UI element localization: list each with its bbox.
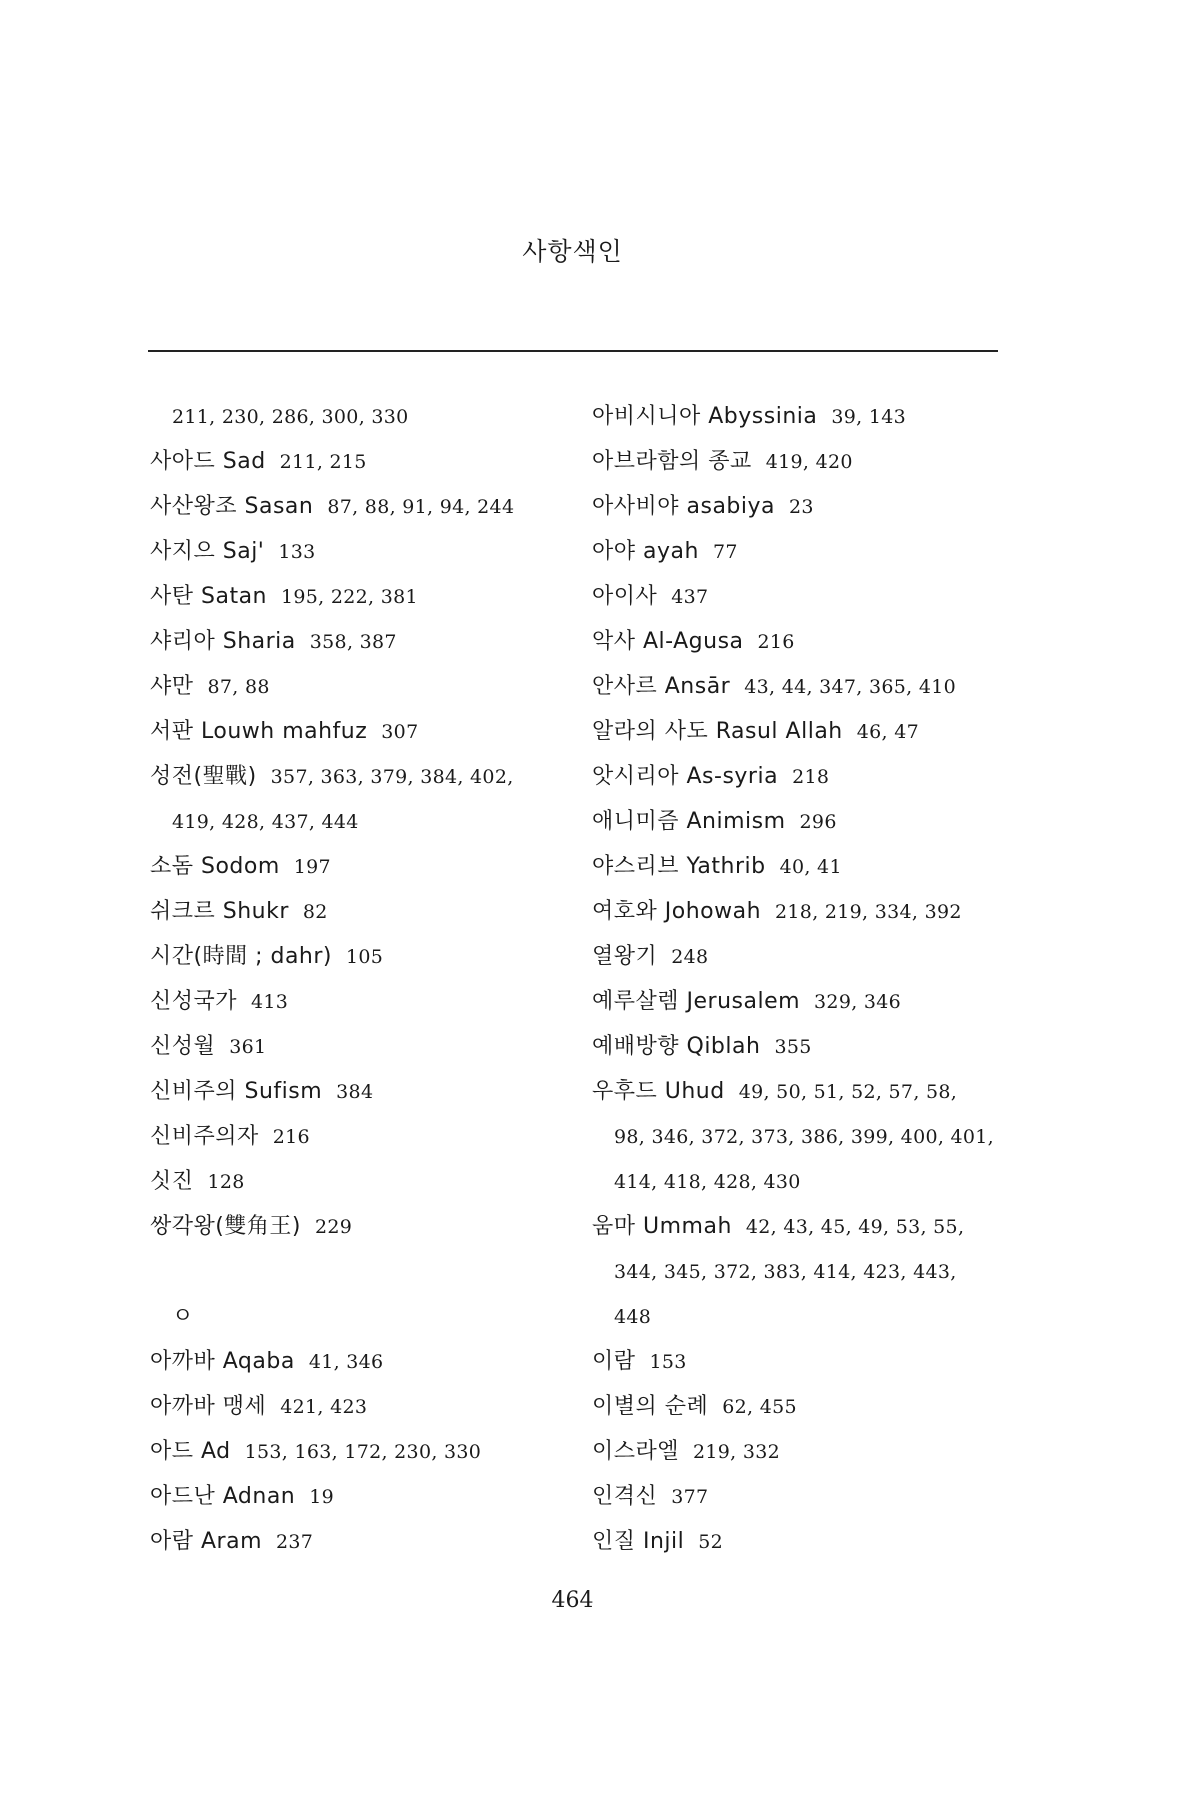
- index-term: 아까바 맹세: [150, 1394, 267, 1419]
- index-entry: [150, 1429, 570, 1474]
- index-entry: [150, 1159, 570, 1204]
- index-term: 이람: [592, 1349, 636, 1374]
- index-entry: [150, 1114, 570, 1159]
- index-term: 아드 Ad: [150, 1439, 231, 1464]
- index-entry: [592, 889, 1012, 934]
- index-pages: 39, 143: [831, 406, 906, 428]
- index-entry: [592, 1294, 1012, 1339]
- index-entry: [592, 1069, 1012, 1114]
- index-term: 여호와 Johowah: [592, 899, 762, 924]
- index-term: 샤만: [150, 674, 194, 699]
- index-entry: [592, 1204, 1012, 1249]
- index-entry: [592, 1114, 1012, 1159]
- index-entry: [592, 394, 1012, 439]
- index-entry: [592, 1159, 1012, 1204]
- index-pages: 42, 43, 45, 49, 53, 55,: [745, 1216, 965, 1238]
- index-entry: [150, 844, 570, 889]
- index-pages: 361: [229, 1036, 267, 1058]
- index-entry: [592, 844, 1012, 889]
- index-entry: [150, 754, 570, 799]
- index-term: 사지으 Saj': [150, 539, 265, 564]
- index-entry: [592, 1429, 1012, 1474]
- index-pages: 216: [757, 631, 795, 653]
- index-entry: [150, 1519, 570, 1564]
- index-entry: [592, 799, 1012, 844]
- index-term: 예루살렘 Jerusalem: [592, 989, 801, 1014]
- index-pages: 218, 219, 334, 392: [775, 901, 962, 923]
- index-term: 움마 Ummah: [592, 1214, 732, 1239]
- index-pages: 49, 50, 51, 52, 57, 58,: [738, 1081, 958, 1103]
- index-pages: 413: [251, 991, 289, 1013]
- index-term: 신성월: [150, 1034, 216, 1059]
- index-entry: [592, 1339, 1012, 1384]
- index-pages: 105: [346, 946, 384, 968]
- index-pages: 77: [712, 541, 738, 563]
- index-pages: 43, 44, 347, 365, 410: [744, 676, 956, 698]
- index-entry: [592, 1249, 1012, 1294]
- blank-line: [150, 1249, 570, 1294]
- index-pages: 344, 345, 372, 383, 414, 423, 443,: [614, 1261, 957, 1283]
- index-pages: 211, 215: [279, 451, 367, 473]
- index-term: 악사 Al-Agusa: [592, 629, 744, 654]
- index-term: 성전(聖戰): [150, 764, 257, 789]
- index-entry: [592, 1474, 1012, 1519]
- index-term: 싯진: [150, 1169, 194, 1194]
- index-pages: 355: [774, 1036, 812, 1058]
- index-entry: [150, 1024, 570, 1069]
- index-pages: 41, 346: [308, 1351, 384, 1373]
- index-pages: 87, 88: [207, 676, 270, 698]
- index-entry: [150, 394, 570, 439]
- index-pages: 52: [698, 1531, 724, 1553]
- index-term: 샤리아 Sharia: [150, 629, 296, 654]
- index-pages: 19: [309, 1486, 335, 1508]
- index-term: 아람 Aram: [150, 1529, 263, 1554]
- index-term: 열왕기: [592, 944, 658, 969]
- index-term: 안사르 Ansār: [592, 674, 731, 699]
- index-term: 아비시니아 Abyssinia: [592, 404, 818, 429]
- index-pages: 377: [671, 1486, 709, 1508]
- index-term: 소돔 Sodom: [150, 854, 280, 879]
- index-pages: 23: [789, 496, 814, 518]
- index-entry: [150, 799, 570, 844]
- index-entry: [592, 574, 1012, 619]
- index-pages: 421, 423: [280, 1396, 368, 1418]
- index-entry: [150, 664, 570, 709]
- index-term: 인질 Injil: [592, 1529, 685, 1554]
- index-entry: [150, 1069, 570, 1114]
- index-term: 신비주의자: [150, 1124, 259, 1149]
- index-pages: 87, 88, 91, 94, 244: [327, 496, 515, 518]
- index-pages: 419, 420: [765, 451, 853, 473]
- index-term: 이스라엘: [592, 1439, 680, 1464]
- index-entry: [592, 709, 1012, 754]
- index-entry: [592, 619, 1012, 664]
- index-term: 신비주의 Sufism: [150, 1079, 323, 1104]
- index-term: 아드난 Adnan: [150, 1484, 296, 1509]
- index-entry: [150, 484, 570, 529]
- index-pages: 296: [799, 811, 837, 833]
- index-entry: [592, 1384, 1012, 1429]
- index-pages: 384: [336, 1081, 374, 1103]
- index-term: 아이사: [592, 584, 658, 609]
- index-term: 앗시리아 As-syria: [592, 764, 779, 789]
- index-pages: 307: [381, 721, 419, 743]
- index-entry: [592, 754, 1012, 799]
- index-pages: 128: [207, 1171, 245, 1193]
- index-entry: [150, 619, 570, 664]
- index-entry: [150, 1384, 570, 1429]
- index-term: 시간(時間 ; dahr): [150, 944, 333, 969]
- index-pages: 211, 230, 286, 300, 330: [172, 406, 409, 428]
- index-pages: 229: [314, 1216, 353, 1238]
- index-term: 신성국가: [150, 989, 238, 1014]
- index-term: 아브라함의 종교: [592, 449, 752, 474]
- index-pages: 219, 332: [693, 1441, 781, 1463]
- index-pages: 197: [293, 856, 331, 878]
- index-entry: [150, 934, 570, 979]
- index-term: 아까바 Aqaba: [150, 1349, 295, 1374]
- index-column-right: [592, 394, 1012, 1564]
- index-pages: 195, 222, 381: [281, 586, 418, 608]
- index-entry: [150, 529, 570, 574]
- index-term: 사아드 Sad: [150, 449, 266, 474]
- index-pages: 62, 455: [722, 1396, 797, 1418]
- index-column-left: [150, 394, 570, 1564]
- index-pages: 248: [671, 946, 709, 968]
- page-number: 464: [551, 1588, 594, 1613]
- index-term: 서판 Louwh mahfuz: [150, 719, 368, 744]
- index-entry: [150, 979, 570, 1024]
- index-term: 애니미즘 Animism: [592, 809, 786, 834]
- index-term: 예배방향 Qiblah: [592, 1034, 761, 1059]
- index-entry: [150, 439, 570, 484]
- index-pages: 40, 41: [779, 856, 842, 878]
- index-pages: 357, 363, 379, 384, 402,: [270, 766, 514, 788]
- index-pages: 216: [272, 1126, 310, 1148]
- index-term: 아사비야 asabiya: [592, 494, 776, 519]
- index-entry: [150, 709, 570, 754]
- index-term: 쉬크르 Shukr: [150, 899, 289, 924]
- index-entry: [150, 574, 570, 619]
- index-term: 아야 ayah: [592, 539, 699, 564]
- index-pages: 218: [792, 766, 830, 788]
- index-entry: [592, 1024, 1012, 1069]
- index-pages: 358, 387: [309, 631, 397, 653]
- index-term: 알라의 사도 Rasul Allah: [592, 719, 843, 744]
- index-pages: 237: [276, 1531, 314, 1553]
- index-term: 야스리브 Yathrib: [592, 854, 766, 879]
- index-pages: 98, 346, 372, 373, 386, 399, 400, 401,: [614, 1126, 995, 1148]
- index-pages: 437: [671, 586, 709, 608]
- index-entry: [592, 439, 1012, 484]
- index-pages: 46, 47: [856, 721, 919, 743]
- section-heading: ㅇ: [172, 1304, 194, 1329]
- index-pages: 153: [649, 1351, 687, 1373]
- index-term: 사탄 Satan: [150, 584, 267, 609]
- index-entry: [592, 979, 1012, 1024]
- index-entry: [150, 889, 570, 934]
- index-term: 우후드 Uhud: [592, 1079, 725, 1104]
- index-pages: 448: [614, 1306, 652, 1328]
- index-entry: [592, 664, 1012, 709]
- index-term: 인격신: [592, 1484, 658, 1509]
- index-entry: [592, 1519, 1012, 1564]
- index-entry: [150, 1474, 570, 1519]
- index-pages: 329, 346: [814, 991, 902, 1013]
- index-term: 이별의 순례: [592, 1394, 709, 1419]
- index-entry: [592, 934, 1012, 979]
- index-entry: [592, 484, 1012, 529]
- index-pages: 82: [302, 901, 328, 923]
- index-entry: [592, 529, 1012, 574]
- index-pages: 153, 163, 172, 230, 330: [244, 1441, 482, 1463]
- index-term: 쌍각왕(雙角王): [150, 1214, 301, 1239]
- page-title: 사항색인: [522, 237, 623, 266]
- index-entry: [150, 1204, 570, 1249]
- index-entry: [150, 1339, 570, 1384]
- index-pages: 133: [278, 541, 316, 563]
- index-pages: 419, 428, 437, 444: [172, 811, 359, 833]
- index-term: 사산왕조 Sasan: [150, 494, 314, 519]
- index-pages: 414, 418, 428, 430: [614, 1171, 801, 1193]
- header-divider: [148, 350, 998, 352]
